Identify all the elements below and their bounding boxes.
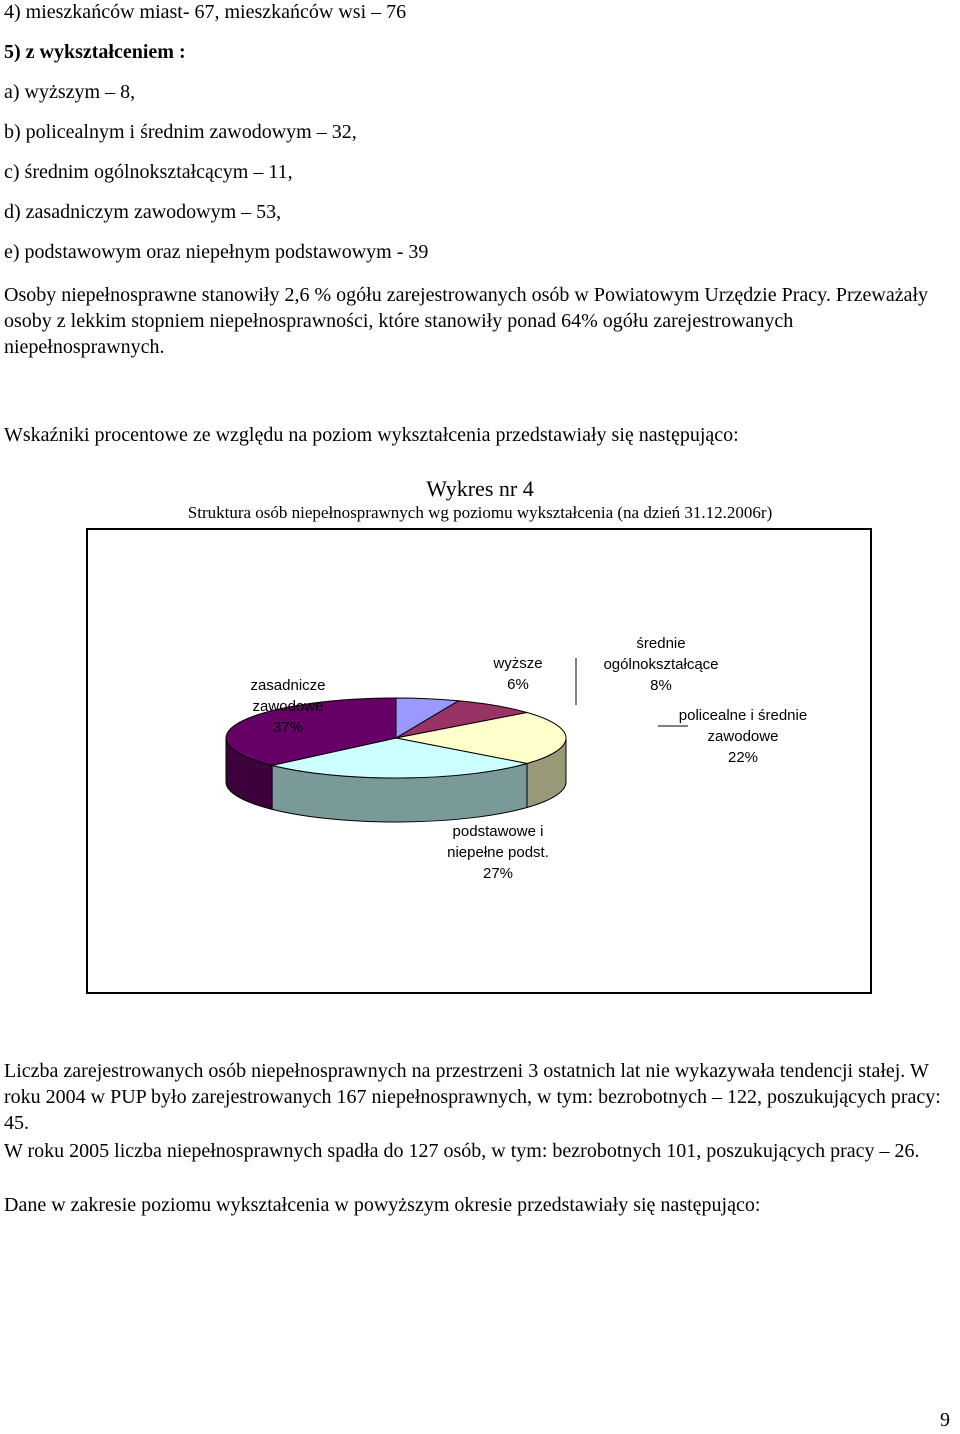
- paragraph-education-intro: Wskaźniki procentowe ze względu na poziom wykształcenia przedstawiały się następująco:: [4, 424, 739, 446]
- pie-label-line: zawodowe: [707, 728, 779, 745]
- pie-label-line: 27%: [482, 865, 514, 882]
- pie-chart: [88, 530, 870, 992]
- pie-label-line: zawodowe: [252, 698, 324, 715]
- pie-label-1: [603, 635, 718, 694]
- paragraph-trend-2005: W roku 2005 liczba niepełnosprawnych spadła do 127 osób, w tym: bezrobotnych 101, poszukujących pracy – 26.: [4, 1140, 920, 1162]
- pie-label-line: 8%: [650, 677, 672, 694]
- page-number: 9: [940, 1409, 950, 1431]
- pie-label-line: 37%: [272, 719, 304, 736]
- pie-label-0: [492, 655, 542, 693]
- list-item-education-heading: 5) z wykształceniem :: [4, 41, 186, 63]
- pie-label-line: zasadnicze: [250, 677, 326, 694]
- pie-label-line: niepełne podst.: [447, 844, 549, 861]
- pie-label-line: 6%: [507, 676, 529, 693]
- pie-label-line: podstawowe i: [452, 823, 544, 840]
- pie-label-3: [447, 823, 549, 882]
- list-item-education-e: e) podstawowym oraz niepełnym podstawowym - 39: [4, 241, 429, 263]
- list-item-residence: 4) mieszkańców miast- 67, mieszkańców wsi – 76: [4, 1, 407, 23]
- chart-title: Wykres nr 4: [426, 476, 534, 501]
- list-item-education-c: c) średnim ogólnokształcącym – 11,: [4, 161, 293, 183]
- paragraph-education-data: Dane w zakresie poziomu wykształcenia w powyższym okresie przedstawiały się następująco:: [4, 1194, 761, 1216]
- pie-label-line: średnie: [636, 635, 686, 652]
- chart-subtitle: Struktura osób niepełnosprawnych wg poziomu wykształcenia (na dzień 31.12.2006r): [187, 503, 773, 522]
- pie-label-line: ogólnokształcące: [603, 656, 719, 673]
- pie-label-line: policealne i średnie: [678, 707, 808, 724]
- pie-label-line: 22%: [727, 749, 759, 766]
- list-item-education-a: a) wyższym – 8,: [4, 81, 136, 103]
- paragraph-disabled-share: Osoby niepełnosprawne stanowiły 2,6 % ogółu zarejestrowanych osób w Powiatowym Urzędzie Pracy. Przeważały osoby z lekkim stopniem niepełnosprawności, które stanowiły ponad 64% ogółu zarejestrowanych niepełnosprawnych.: [4, 284, 929, 358]
- pie-label-2: [679, 707, 807, 766]
- paragraph-trend-2004: Liczba zarejestrowanych osób niepełnosprawnych na przestrzeni 3 ostatnich lat nie wykazywała tendencji stałej. W roku 2004 w PUP było zarejestrowanych 167 niepełnosprawnych, w tym: bezrobotnych – 122, poszukujących pracy: 45.: [4, 1060, 941, 1134]
- chart-frame: [86, 528, 872, 994]
- pie-label-line: wyższe: [493, 655, 543, 672]
- list-item-education-b: b) policealnym i średnim zawodowym – 32,: [4, 121, 357, 143]
- list-item-education-d: d) zasadniczym zawodowym – 53,: [4, 201, 282, 223]
